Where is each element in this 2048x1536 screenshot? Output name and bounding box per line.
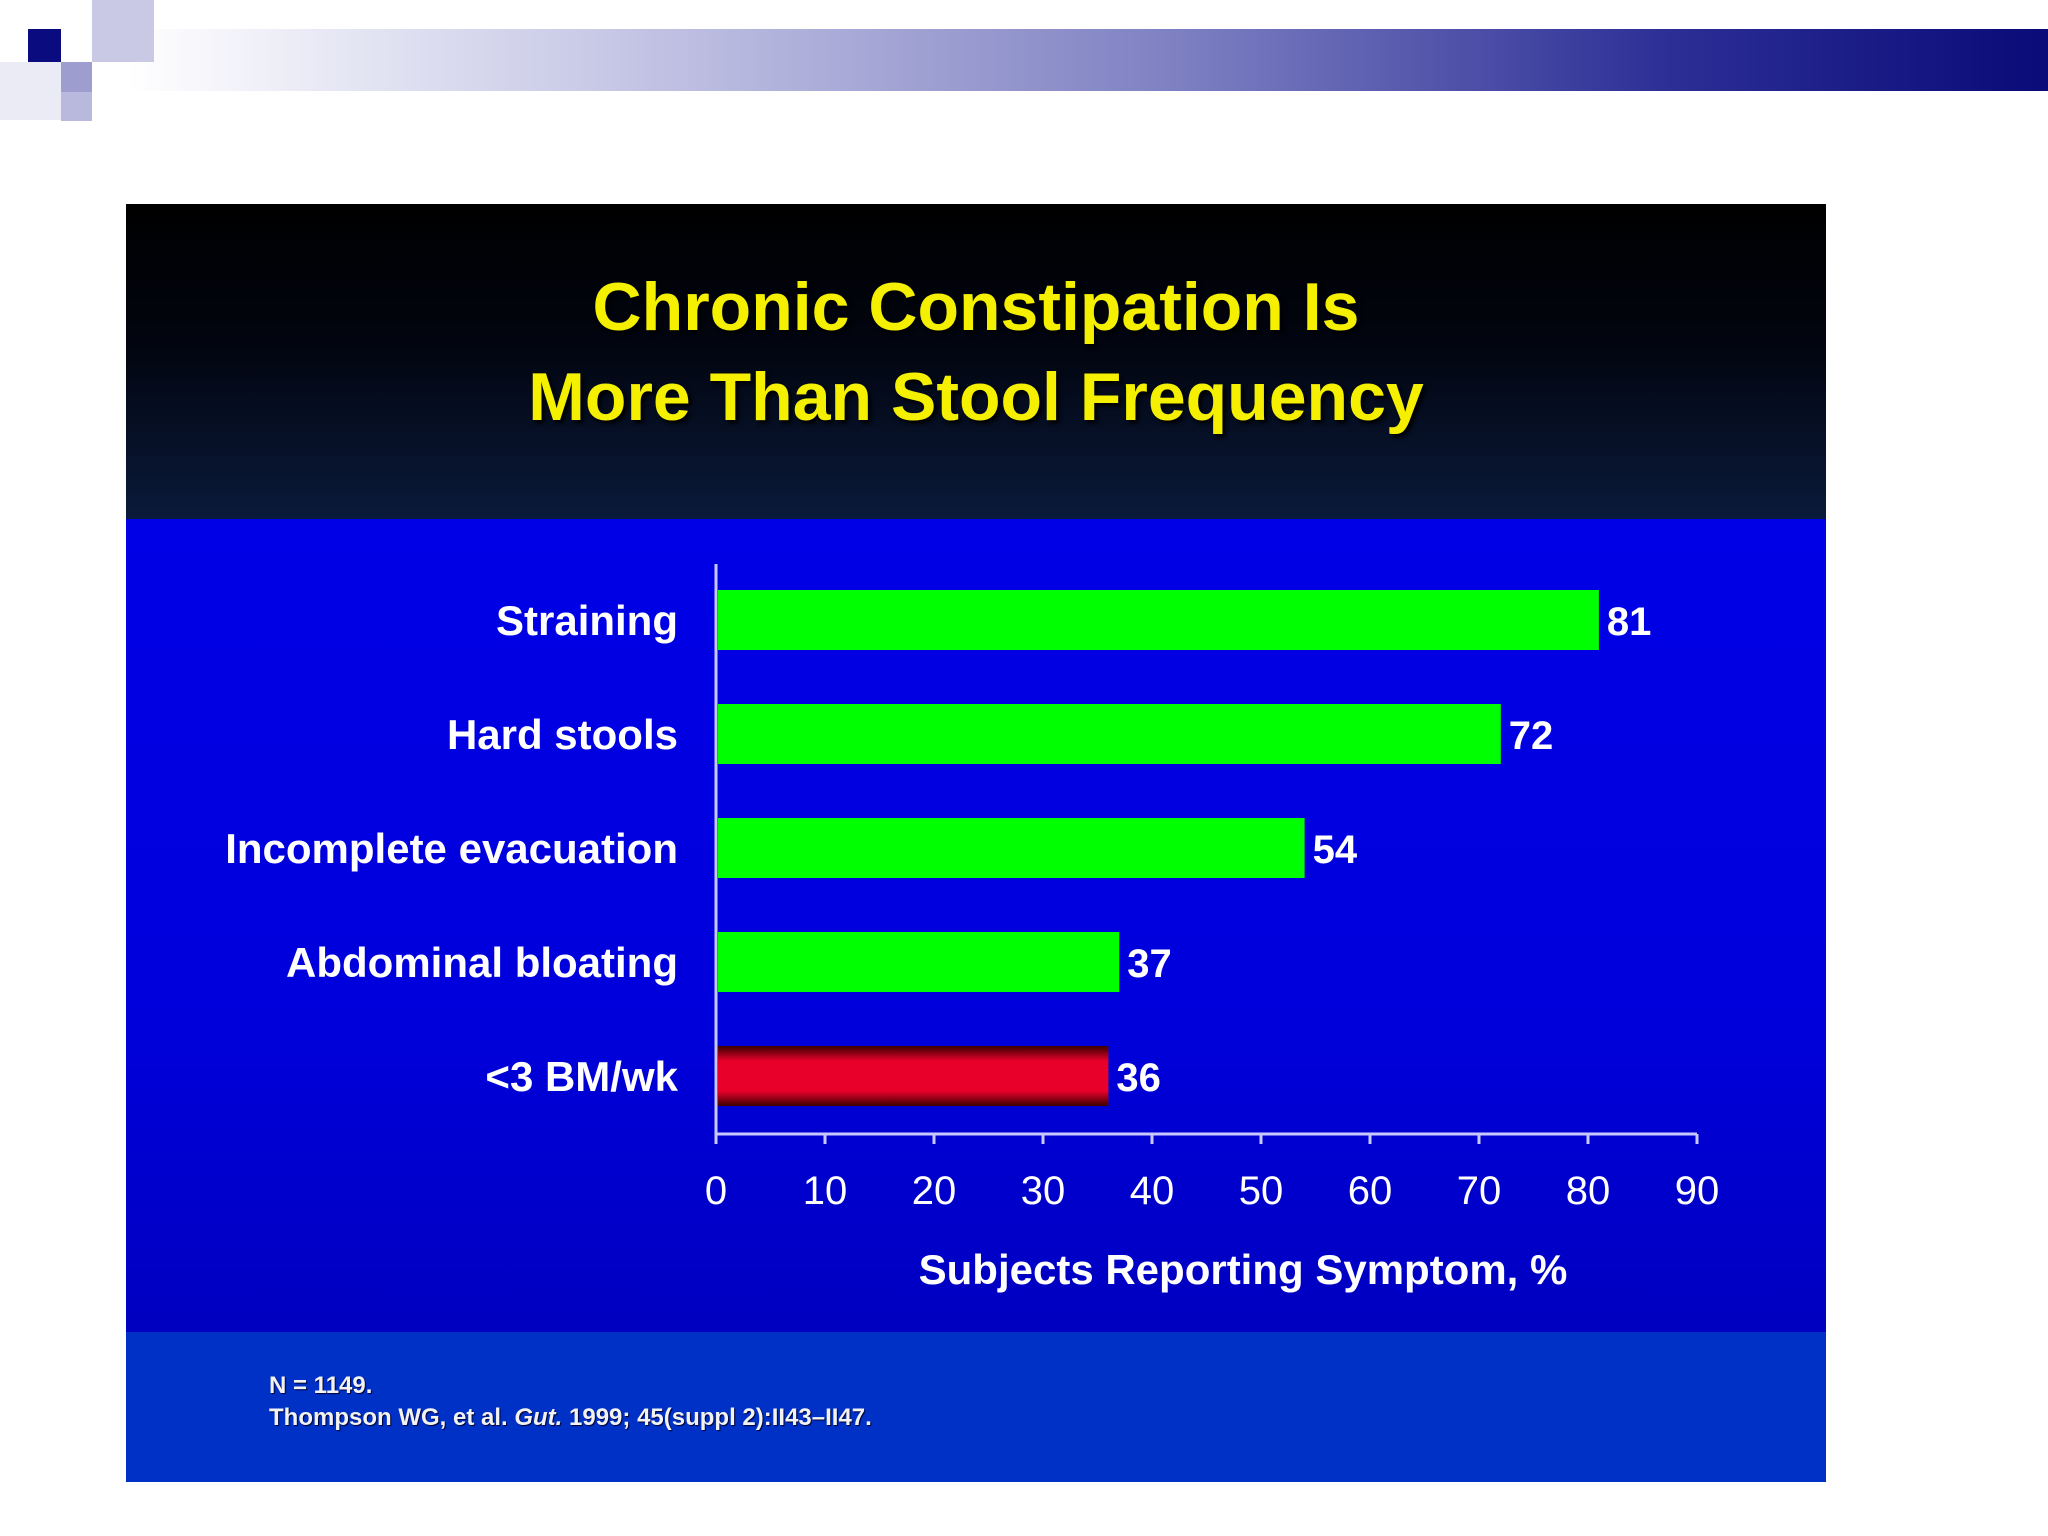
x-tick-label: 70 (1456, 1169, 1502, 1213)
value-label: 54 (1312, 828, 1358, 872)
x-axis-title: Subjects Reporting Symptom, % (918, 1246, 1568, 1293)
value-label: 37 (1127, 942, 1172, 986)
category-label: Hard stools (446, 711, 678, 758)
header-square-decoration (0, 62, 61, 120)
bar-chart (126, 204, 1826, 1482)
bar (718, 704, 1501, 764)
bar (718, 932, 1119, 992)
category-label: <3 BM/wk (485, 1053, 678, 1100)
value-label: 36 (1116, 1056, 1161, 1100)
category-label: Straining (495, 597, 678, 644)
category-label: Incomplete evacuation (225, 825, 678, 872)
x-tick-label: 30 (1020, 1169, 1066, 1213)
x-tick-label: 50 (1238, 1169, 1284, 1213)
header-gradient-bar (128, 29, 2048, 91)
header-square-decoration (61, 62, 92, 92)
slide-title-line-1: Chronic Constipation Is (592, 269, 1360, 345)
header-square-decoration (92, 0, 154, 62)
bar (718, 590, 1599, 650)
citation-authors: Thompson WG, et al. (269, 1404, 515, 1431)
slide-image (126, 204, 1826, 1482)
x-tick-label: 20 (911, 1169, 957, 1213)
bar (718, 818, 1305, 878)
footnote-citation (269, 1404, 872, 1432)
footnote-sample-size: N = 1149. (269, 1372, 373, 1399)
x-tick-label: 80 (1565, 1169, 1611, 1213)
x-tick-label: 10 (802, 1169, 848, 1213)
header-square-decoration (28, 29, 61, 62)
slide-title-line-2: More Than Stool Frequency (528, 359, 1424, 435)
value-label: 72 (1508, 714, 1554, 758)
x-tick-label: 60 (1347, 1169, 1393, 1213)
x-tick-label: 40 (1129, 1169, 1175, 1213)
x-tick-label: 90 (1674, 1169, 1720, 1213)
header-square-decoration (61, 92, 92, 121)
citation-details: 1999; 45(suppl 2):II43–II47. (562, 1404, 872, 1431)
value-label: 81 (1606, 600, 1652, 644)
x-tick-label: 0 (704, 1169, 728, 1213)
citation-journal: Gut. (514, 1404, 563, 1431)
bar (718, 1046, 1108, 1106)
category-label: Abdominal bloating (286, 939, 678, 986)
